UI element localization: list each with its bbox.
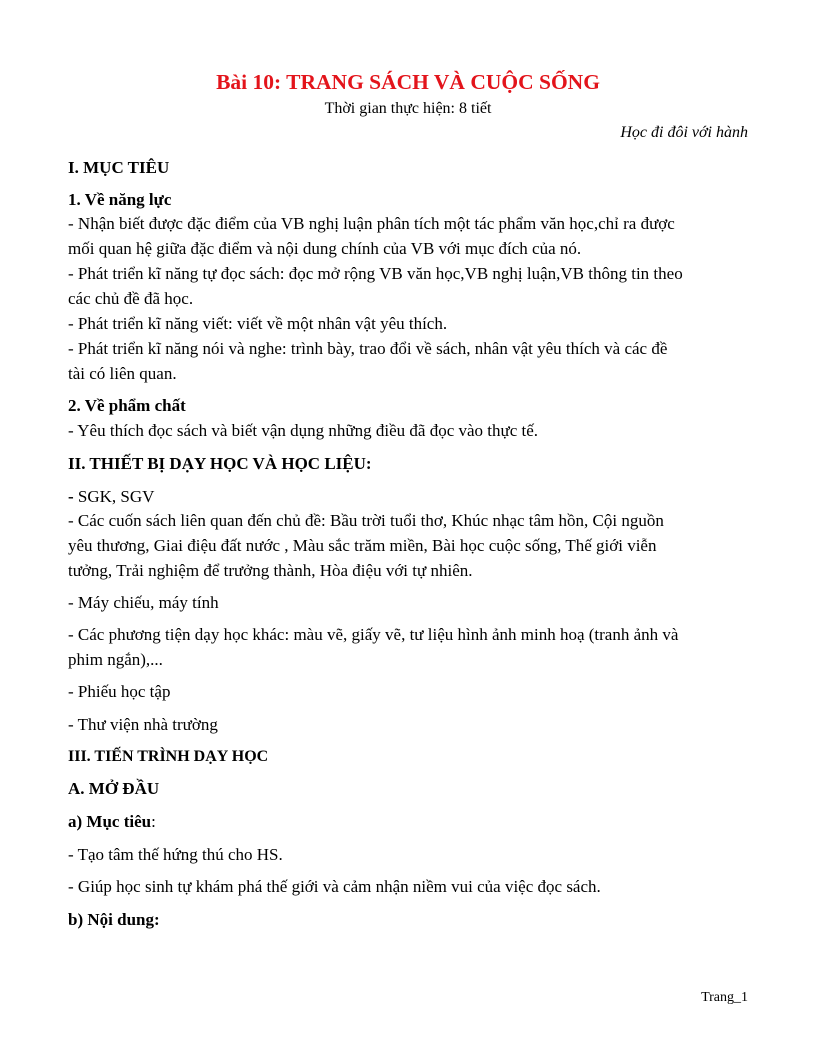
content-label: b) Nội dung: [68,910,160,929]
section-heading-objectives: I. MỤC TIÊU [68,158,170,177]
paragraph-line: yêu thương, Giai điệu đất nước , Màu sắc trăm miền, Bài học cuộc sống, Thế giới viễn [68,536,657,555]
duration-text: Thời gian thực hiện: 8 tiết [324,100,492,117]
paragraph-line: tài có liên quan. [68,364,177,383]
paragraph-line: - Các phương tiện dạy học khác: màu vẽ, giấy vẽ, tư liệu hình ảnh minh hoạ (tranh ảnh và [68,625,679,644]
page-number: Trang_1 [701,990,748,1005]
list-item: - Giúp học sinh tự khám phá thế giới và cảm nhận niềm vui của việc đọc sách. [68,877,601,896]
section-heading-process: III. TIẾN TRÌNH DẠY HỌC [68,748,269,765]
list-item: - Tạo tâm thế hứng thú cho HS. [68,845,283,864]
paragraph-line: - Các cuốn sách liên quan đến chủ đề: Bầu trời tuổi thơ, Khúc nhạc tâm hồn, Cội nguồn [68,511,664,530]
paragraph-line: phim ngắn),... [68,650,163,669]
paragraph-line: mối quan hệ giữa đặc điểm và nội dung chính của VB với mục đích của nó. [68,239,582,258]
paragraph-line: - Phát triển kĩ năng viết: viết về một nhân vật yêu thích. [68,314,448,333]
paragraph-line: - Phát triển kĩ năng nói và nghe: trình bày, trao đổi về sách, nhân vật yêu thích và các đề [68,339,668,358]
list-item: - Máy chiếu, máy tính [68,593,219,612]
paragraph-line: - Nhận biết được đặc điểm của VB nghị luận phân tích một tác phẩm văn học,chỉ ra được [68,214,675,233]
paragraph-line: các chủ đề đã học. [68,289,194,308]
bullet-dash: - [68,487,74,506]
subheading-competence: 1. Về năng lực [68,190,172,209]
list-item [68,487,154,507]
lesson-title: Bài 10: TRANG SÁCH VÀ CUỘC SỐNG [216,70,600,94]
paragraph-line: - Phát triển kĩ năng tự đọc sách: đọc mở rộng VB văn học,VB nghị luận,VB thông tin theo [68,264,683,283]
motto-text: Học đi đôi với hành [620,124,748,141]
section-heading-materials: II. THIẾT BỊ DẠY HỌC VÀ HỌC LIỆU: [68,454,372,473]
goal-label: a) Mục tiêu: [68,812,156,831]
subheading-qualities: 2. Về phẩm chất [68,396,186,415]
list-item: - Thư viện nhà trường [68,715,218,734]
part-heading-opening: A. MỞ ĐẦU [68,779,160,798]
list-item: - Phiếu học tập [68,682,171,701]
paragraph-line: tưởng, Trải nghiệm để trưởng thành, Hòa điệu với tự nhiên. [68,561,473,580]
list-item-text: SGK, SGV [73,487,155,506]
paragraph-line: - Yêu thích đọc sách và biết vận dụng những điều đã đọc vào thực tế. [68,421,539,440]
